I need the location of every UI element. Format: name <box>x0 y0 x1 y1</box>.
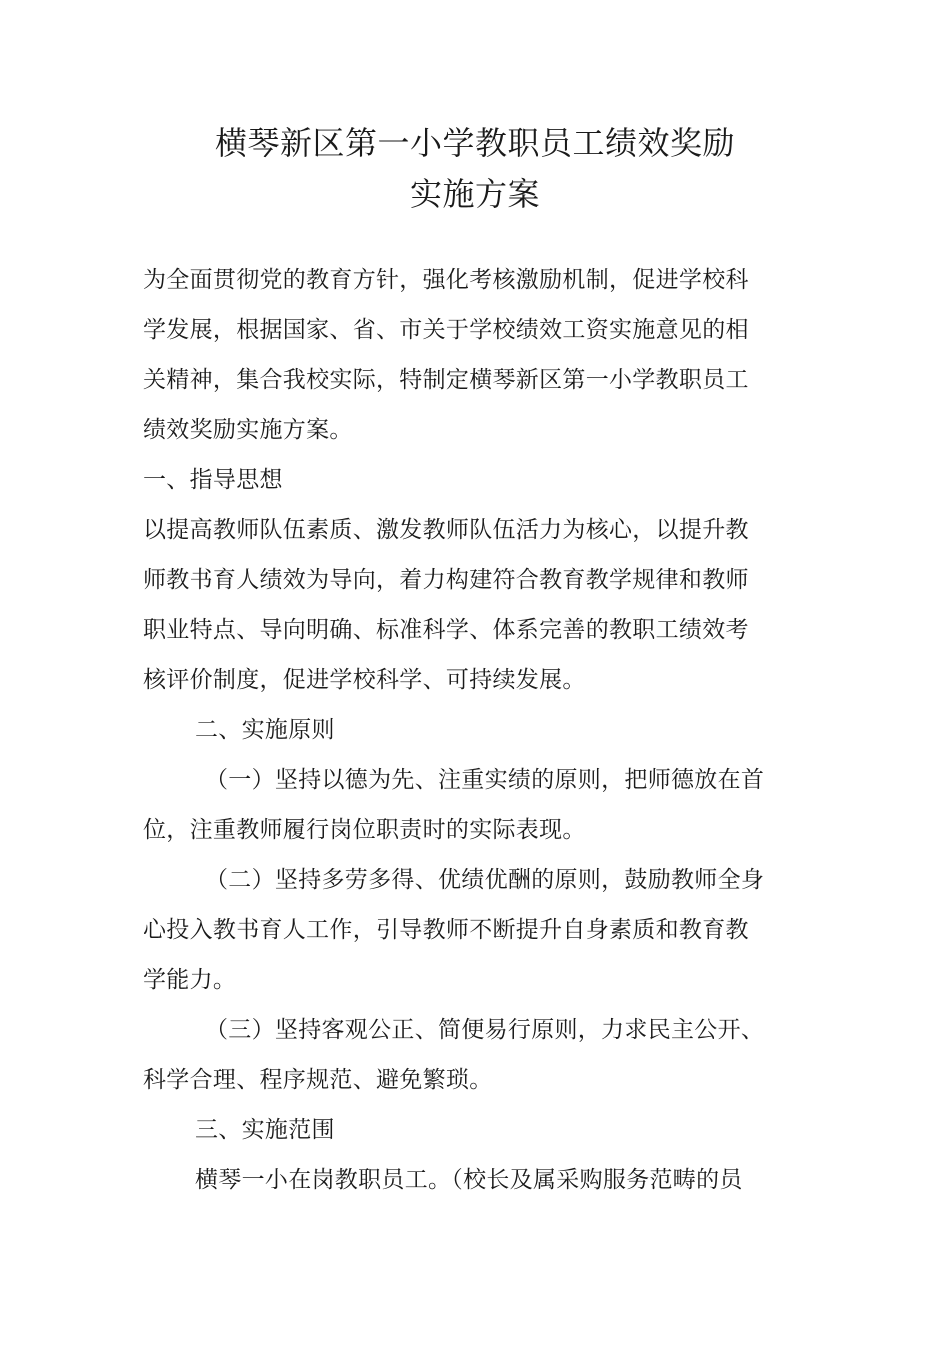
section-heading-guiding-ideology: 一、指导思想 <box>143 467 283 493</box>
document-title-line-1: 横琴新区第一小学教职员工绩效奖励 <box>214 124 735 162</box>
section-heading-principles: 二、实施原则 <box>195 717 335 743</box>
principle-2-line-3: 学能力。 <box>143 967 237 993</box>
principle-3-line-2: 科学合理、程序规范、避免繁琐。 <box>143 1067 493 1093</box>
paragraph-intro-line-2: 学发展，根据国家、省、市关于学校绩效工资实施意见的相 <box>143 317 749 343</box>
paragraph-guiding-line-3: 职业特点、导向明确、标准科学、体系完善的教职工绩效考 <box>143 617 749 643</box>
paragraph-scope-line-1: 横琴一小在岗教职员工。（校长及属采购服务范畴的员 <box>195 1167 743 1193</box>
paragraph-intro-line-3: 关精神，集合我校实际，特制定横琴新区第一小学教职员工 <box>143 367 749 393</box>
document-title-line-2: 实施方案 <box>409 175 540 213</box>
paragraph-intro-line-4: 绩效奖励实施方案。 <box>143 417 353 443</box>
principle-2-line-1: （二）坚持多劳多得、优绩优酬的原则，鼓励教师全身 <box>205 867 765 893</box>
section-heading-scope: 三、实施范围 <box>195 1117 335 1143</box>
principle-1-line-1: （一）坚持以德为先、注重实绩的原则，把师德放在首 <box>205 767 765 793</box>
paragraph-guiding-line-1: 以提高教师队伍素质、激发教师队伍活力为核心，以提升教 <box>143 517 749 543</box>
paragraph-intro-line-1: 为全面贯彻党的教育方针，强化考核激励机制，促进学校科 <box>143 267 749 293</box>
paragraph-guiding-line-4: 核评价制度，促进学校科学、可持续发展。 <box>143 667 586 693</box>
principle-1-line-2: 位，注重教师履行岗位职责时的实际表现。 <box>143 817 586 843</box>
principle-2-line-2: 心投入教书育人工作，引导教师不断提升自身素质和教育教 <box>143 917 749 943</box>
paragraph-guiding-line-2: 师教书育人绩效为导向，着力构建符合教育教学规律和教师 <box>143 567 749 593</box>
principle-3-line-1: （三）坚持客观公正、简便易行原则，力求民主公开、 <box>205 1017 765 1043</box>
